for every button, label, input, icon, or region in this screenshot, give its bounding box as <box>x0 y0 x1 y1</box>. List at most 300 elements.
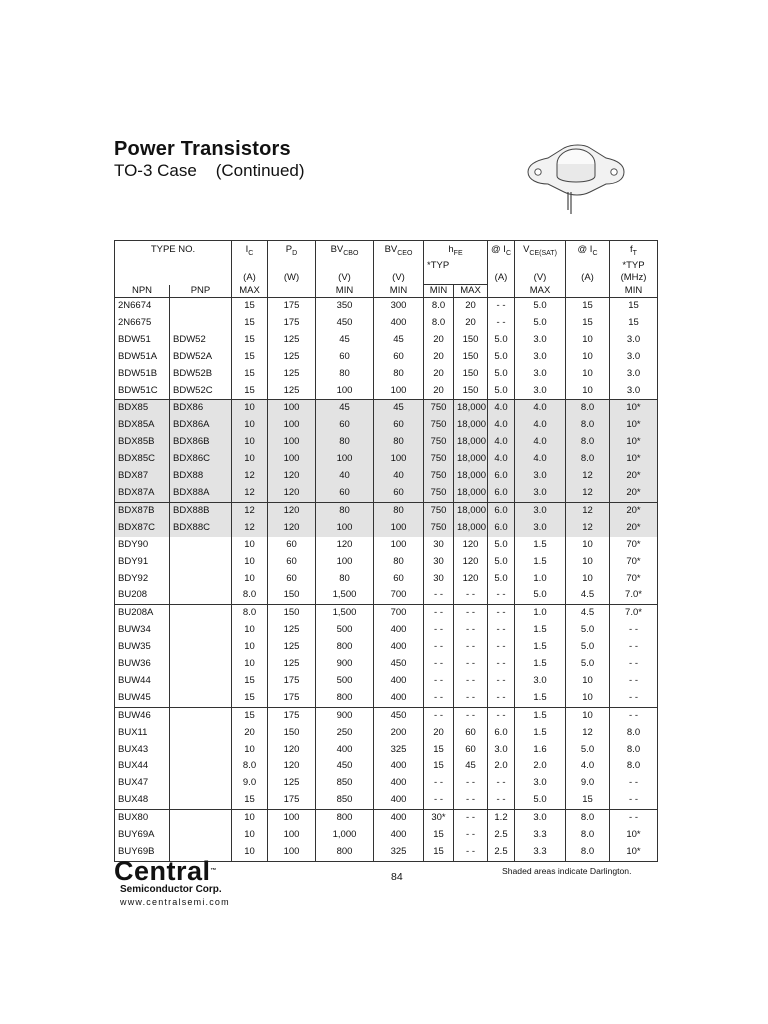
cell-vce: 1.5 <box>515 690 566 707</box>
cell-hmin: 15 <box>424 844 454 861</box>
cell-hmin: 30* <box>424 810 454 827</box>
cell-pd: 175 <box>268 315 316 332</box>
cell-ic: 15 <box>232 349 268 366</box>
cell-npn: BDX87A <box>115 485 170 502</box>
cell-npn: BDX85A <box>115 417 170 434</box>
cell-npn: BUX48 <box>115 792 170 809</box>
cell-npn: BDX87 <box>115 468 170 485</box>
cell-pd: 120 <box>268 468 316 485</box>
cell-ft: - - <box>610 656 658 673</box>
cell-pd: 175 <box>268 298 316 315</box>
cell-hmin: 20 <box>424 383 454 400</box>
cell-ft: 15 <box>610 315 658 332</box>
cell-pnp <box>170 605 232 622</box>
cell-bvceo: 40 <box>374 468 424 485</box>
cell-at-ic: 4.0 <box>488 451 515 468</box>
cell-bvceo: 60 <box>374 349 424 366</box>
page-subtitle: TO-3 Case (Continued) <box>114 161 305 180</box>
cell-hmax: 60 <box>454 725 488 742</box>
cell-pd: 120 <box>268 758 316 775</box>
cell-pd: 60 <box>268 554 316 571</box>
cell-hmax: 18,000 <box>454 451 488 468</box>
cell-hmin: - - <box>424 673 454 690</box>
cell-ic: 10 <box>232 417 268 434</box>
cell-hmin: 30 <box>424 554 454 571</box>
cell-bvcbo: 250 <box>316 725 374 742</box>
label-hfe-max: MAX <box>454 285 488 298</box>
cell-ic: 20 <box>232 725 268 742</box>
cell-vce-ic: 10 <box>566 383 610 400</box>
cell-pnp: BDX88C <box>170 520 232 537</box>
cell-bvcbo: 120 <box>316 537 374 554</box>
cell-vce: 3.0 <box>515 485 566 502</box>
cell-npn: BDW51 <box>115 332 170 349</box>
cell-hmax: 18,000 <box>454 400 488 417</box>
cell-ft: 10* <box>610 827 658 844</box>
cell-ft: - - <box>610 622 658 639</box>
cell-vce: 1.5 <box>515 656 566 673</box>
cell-pd: 125 <box>268 349 316 366</box>
cell-bvceo: 400 <box>374 673 424 690</box>
cell-pd: 150 <box>268 605 316 622</box>
cell-hmin: 15 <box>424 742 454 759</box>
cell-pnp: BDX86 <box>170 400 232 417</box>
cell-vce: 3.3 <box>515 844 566 861</box>
cell-pnp <box>170 690 232 707</box>
cell-ic: 12 <box>232 520 268 537</box>
cell-pd: 175 <box>268 673 316 690</box>
cell-pd: 150 <box>268 587 316 604</box>
cell-bvceo: 400 <box>374 315 424 332</box>
unit-vcesat: (V) <box>515 272 566 285</box>
cell-ic: 10 <box>232 537 268 554</box>
cell-bvceo: 80 <box>374 502 424 519</box>
cell-ic: 8.0 <box>232 587 268 604</box>
cell-bvceo: 400 <box>374 622 424 639</box>
cell-vce: 5.0 <box>515 792 566 809</box>
cell-hmax: 150 <box>454 383 488 400</box>
cell-ft: 3.0 <box>610 383 658 400</box>
cell-npn: BDW51B <box>115 366 170 383</box>
cell-hmax: - - <box>454 622 488 639</box>
cell-pnp <box>170 298 232 315</box>
cell-vce-ic: 12 <box>566 520 610 537</box>
table-row <box>115 417 658 434</box>
unit-at-ic: (A) <box>488 272 515 285</box>
cell-ft: 70* <box>610 571 658 588</box>
cell-pnp: BDX86A <box>170 417 232 434</box>
cell-pnp: BDW52 <box>170 332 232 349</box>
table-row <box>115 827 658 844</box>
header-ic: $I_C$ <box>232 241 268 273</box>
cell-ft: 20* <box>610 485 658 502</box>
cell-bvceo: 300 <box>374 298 424 315</box>
cell-vce-ic: 10 <box>566 707 610 724</box>
cell-at-ic: - - <box>488 639 515 656</box>
cell-pnp: BDX88A <box>170 485 232 502</box>
cell-pnp <box>170 622 232 639</box>
cell-vce-ic: 8.0 <box>566 844 610 861</box>
cell-ic: 10 <box>232 844 268 861</box>
cell-at-ic: 4.0 <box>488 417 515 434</box>
cell-vce: 4.0 <box>515 434 566 451</box>
cell-bvceo: 325 <box>374 844 424 861</box>
cell-vce-ic: 12 <box>566 485 610 502</box>
cell-bvcbo: 45 <box>316 400 374 417</box>
cell-npn: 2N6675 <box>115 315 170 332</box>
cell-bvcbo: 80 <box>316 434 374 451</box>
cell-bvcbo: 800 <box>316 639 374 656</box>
cell-pd: 60 <box>268 571 316 588</box>
cell-hmax: - - <box>454 810 488 827</box>
cell-bvceo: 100 <box>374 520 424 537</box>
cell-at-ic: 5.0 <box>488 366 515 383</box>
cell-pd: 100 <box>268 810 316 827</box>
cell-npn: BUW35 <box>115 639 170 656</box>
cell-vce-ic: 10 <box>566 366 610 383</box>
cell-vce: 3.0 <box>515 332 566 349</box>
cell-vce-ic: 15 <box>566 792 610 809</box>
cell-ic: 8.0 <box>232 758 268 775</box>
cell-pnp <box>170 639 232 656</box>
cell-vce: 2.0 <box>515 758 566 775</box>
cell-bvcbo: 80 <box>316 571 374 588</box>
cell-npn: BUX47 <box>115 775 170 792</box>
cell-npn: BDW51A <box>115 349 170 366</box>
cell-at-ic: - - <box>488 605 515 622</box>
cell-vce-ic: 8.0 <box>566 400 610 417</box>
cell-ic: 15 <box>232 673 268 690</box>
cell-hmax: 150 <box>454 349 488 366</box>
cell-bvceo: 60 <box>374 571 424 588</box>
cell-hmin: 20 <box>424 349 454 366</box>
cell-ic: 10 <box>232 742 268 759</box>
cell-ft: - - <box>610 775 658 792</box>
cell-vce-ic: 15 <box>566 315 610 332</box>
cell-ft: 20* <box>610 502 658 519</box>
cell-hmax: 60 <box>454 742 488 759</box>
cell-ic: 15 <box>232 315 268 332</box>
cell-vce: 4.0 <box>515 400 566 417</box>
cell-hmin: 750 <box>424 434 454 451</box>
cell-npn: BUW46 <box>115 707 170 724</box>
cell-pnp <box>170 775 232 792</box>
cell-hmin: - - <box>424 775 454 792</box>
cell-ft: 8.0 <box>610 758 658 775</box>
cell-vce: 3.0 <box>515 775 566 792</box>
cell-vce: 5.0 <box>515 587 566 604</box>
cell-vce-ic: 8.0 <box>566 827 610 844</box>
label-bvcbo-min: MIN <box>316 285 374 298</box>
cell-pd: 120 <box>268 520 316 537</box>
table-row <box>115 673 658 690</box>
cell-vce-ic: 8.0 <box>566 810 610 827</box>
cell-pnp <box>170 571 232 588</box>
header-ft: $f_T$ *TYP <box>610 241 658 273</box>
unit-ic: (A) <box>232 272 268 285</box>
cell-at-ic: 6.0 <box>488 468 515 485</box>
cell-ic: 15 <box>232 332 268 349</box>
cell-hmin: - - <box>424 605 454 622</box>
cell-hmin: 750 <box>424 520 454 537</box>
table-row <box>115 400 658 417</box>
table-row <box>115 639 658 656</box>
cell-pnp: BDX88 <box>170 468 232 485</box>
cell-ft: 7.0* <box>610 605 658 622</box>
cell-vce: 1.5 <box>515 554 566 571</box>
cell-hmax: - - <box>454 605 488 622</box>
cell-at-ic: 5.0 <box>488 554 515 571</box>
cell-hmax: 18,000 <box>454 502 488 519</box>
cell-vce: 3.0 <box>515 366 566 383</box>
cell-ic: 15 <box>232 298 268 315</box>
cell-vce: 1.0 <box>515 605 566 622</box>
cell-bvceo: 400 <box>374 810 424 827</box>
cell-bvcbo: 1,500 <box>316 605 374 622</box>
cell-vce: 1.5 <box>515 707 566 724</box>
table-row <box>115 520 658 537</box>
header-hfe: $h_{FE}$ *TYP <box>424 241 488 273</box>
cell-pd: 175 <box>268 707 316 724</box>
cell-hmax: 18,000 <box>454 485 488 502</box>
cell-pd: 100 <box>268 434 316 451</box>
cell-ic: 10 <box>232 810 268 827</box>
cell-pnp <box>170 810 232 827</box>
cell-hmax: 120 <box>454 571 488 588</box>
cell-at-ic: 2.0 <box>488 758 515 775</box>
cell-bvceo: 80 <box>374 554 424 571</box>
cell-bvcbo: 100 <box>316 451 374 468</box>
table-row <box>115 502 658 519</box>
cell-at-ic: 5.0 <box>488 332 515 349</box>
cell-ft: - - <box>610 707 658 724</box>
cell-hmin: - - <box>424 656 454 673</box>
cell-hmin: 750 <box>424 451 454 468</box>
cell-hmin: - - <box>424 707 454 724</box>
cell-vce-ic: 10 <box>566 673 610 690</box>
cell-ft: 20* <box>610 468 658 485</box>
cell-hmax: - - <box>454 707 488 724</box>
cell-vce-ic: 9.0 <box>566 775 610 792</box>
cell-vce-ic: 8.0 <box>566 417 610 434</box>
cell-hmin: 750 <box>424 468 454 485</box>
cell-hmax: 120 <box>454 554 488 571</box>
cell-hmax: 18,000 <box>454 434 488 451</box>
cell-at-ic: 3.0 <box>488 742 515 759</box>
cell-npn: BDX85B <box>115 434 170 451</box>
cell-hmin: 750 <box>424 417 454 434</box>
cell-pnp <box>170 707 232 724</box>
table-row <box>115 451 658 468</box>
cell-at-ic: 6.0 <box>488 485 515 502</box>
cell-vce-ic: 8.0 <box>566 451 610 468</box>
cell-ft: 20* <box>610 520 658 537</box>
cell-hmin: - - <box>424 587 454 604</box>
cell-vce-ic: 10 <box>566 349 610 366</box>
cell-hmin: 20 <box>424 366 454 383</box>
cell-hmin: 15 <box>424 827 454 844</box>
cell-pd: 100 <box>268 417 316 434</box>
cell-bvcbo: 60 <box>316 417 374 434</box>
cell-bvceo: 100 <box>374 383 424 400</box>
cell-bvcbo: 45 <box>316 332 374 349</box>
cell-npn: BDX87B <box>115 502 170 519</box>
cell-ic: 10 <box>232 622 268 639</box>
cell-npn: BDY90 <box>115 537 170 554</box>
cell-vce: 3.0 <box>515 502 566 519</box>
cell-at-ic: 2.5 <box>488 827 515 844</box>
cell-ic: 10 <box>232 554 268 571</box>
unit-vce-ic: (A) <box>566 272 610 285</box>
cell-hmin: 30 <box>424 571 454 588</box>
cell-ic: 10 <box>232 656 268 673</box>
cell-vce: 1.6 <box>515 742 566 759</box>
cell-bvcbo: 800 <box>316 690 374 707</box>
cell-bvceo: 45 <box>374 332 424 349</box>
label-bvceo-min: MIN <box>374 285 424 298</box>
cell-at-ic: 1.2 <box>488 810 515 827</box>
cell-at-ic: - - <box>488 673 515 690</box>
cell-npn: BUW44 <box>115 673 170 690</box>
cell-bvceo: 400 <box>374 775 424 792</box>
table-row <box>115 656 658 673</box>
table-row <box>115 725 658 742</box>
cell-bvcbo: 100 <box>316 520 374 537</box>
cell-pd: 175 <box>268 792 316 809</box>
cell-bvcbo: 800 <box>316 844 374 861</box>
cell-bvceo: 325 <box>374 742 424 759</box>
cell-ft: 70* <box>610 537 658 554</box>
cell-hmin: - - <box>424 622 454 639</box>
cell-bvcbo: 1,000 <box>316 827 374 844</box>
cell-vce: 1.5 <box>515 639 566 656</box>
cell-vce: 1.5 <box>515 622 566 639</box>
cell-at-ic: - - <box>488 775 515 792</box>
cell-vce-ic: 10 <box>566 690 610 707</box>
cell-bvcbo: 60 <box>316 349 374 366</box>
cell-bvceo: 400 <box>374 639 424 656</box>
table-row <box>115 366 658 383</box>
cell-pnp <box>170 587 232 604</box>
cell-pnp <box>170 758 232 775</box>
cell-npn: BUX44 <box>115 758 170 775</box>
cell-pnp: BDX86B <box>170 434 232 451</box>
cell-hmax: - - <box>454 792 488 809</box>
cell-bvceo: 60 <box>374 417 424 434</box>
cell-ic: 12 <box>232 468 268 485</box>
cell-pd: 60 <box>268 537 316 554</box>
cell-ft: 10* <box>610 451 658 468</box>
cell-ic: 10 <box>232 639 268 656</box>
cell-pnp: BDW52C <box>170 383 232 400</box>
cell-pd: 125 <box>268 656 316 673</box>
cell-bvceo: 450 <box>374 656 424 673</box>
cell-hmin: - - <box>424 792 454 809</box>
central-logo: Central™ Semiconductor Corp. <box>114 856 222 895</box>
unit-bvceo: (V) <box>374 272 424 285</box>
cell-hmax: - - <box>454 827 488 844</box>
cell-hmin: 750 <box>424 485 454 502</box>
cell-pnp <box>170 554 232 571</box>
cell-ic: 15 <box>232 383 268 400</box>
table-body <box>115 298 658 862</box>
cell-bvcbo: 450 <box>316 315 374 332</box>
cell-hmin: 30 <box>424 537 454 554</box>
unit-ft: (MHz) <box>610 272 658 285</box>
cell-ft: 10* <box>610 417 658 434</box>
cell-ft: 10* <box>610 844 658 861</box>
label-vcesat-max: MAX <box>515 285 566 298</box>
page-title: Power Transistors <box>114 138 291 160</box>
cell-pd: 120 <box>268 485 316 502</box>
cell-ft: - - <box>610 810 658 827</box>
cell-ft: 3.0 <box>610 332 658 349</box>
cell-hmin: 750 <box>424 502 454 519</box>
cell-pd: 125 <box>268 383 316 400</box>
cell-hmax: - - <box>454 587 488 604</box>
cell-npn: BU208 <box>115 587 170 604</box>
cell-vce-ic: 10 <box>566 537 610 554</box>
cell-hmax: 20 <box>454 315 488 332</box>
cell-bvcbo: 1,500 <box>316 587 374 604</box>
cell-npn: BUX43 <box>115 742 170 759</box>
table-row <box>115 315 658 332</box>
cell-bvceo: 200 <box>374 725 424 742</box>
cell-bvceo: 45 <box>374 400 424 417</box>
cell-at-ic: - - <box>488 622 515 639</box>
cell-vce-ic: 12 <box>566 725 610 742</box>
cell-bvcbo: 40 <box>316 468 374 485</box>
cell-ft: 15 <box>610 298 658 315</box>
table-row <box>115 485 658 502</box>
cell-npn: BDX85C <box>115 451 170 468</box>
table-row <box>115 332 658 349</box>
cell-bvceo: 100 <box>374 537 424 554</box>
cell-vce-ic: 10 <box>566 554 610 571</box>
cell-vce: 5.0 <box>515 298 566 315</box>
header-vcesat: $V_{CE(SAT)}$ <box>515 241 566 273</box>
cell-at-ic: 4.0 <box>488 434 515 451</box>
cell-vce-ic: 8.0 <box>566 434 610 451</box>
cell-at-ic: 6.0 <box>488 502 515 519</box>
cell-bvceo: 700 <box>374 587 424 604</box>
cell-ft: - - <box>610 792 658 809</box>
cell-bvceo: 400 <box>374 827 424 844</box>
cell-npn: BDW51C <box>115 383 170 400</box>
table-row <box>115 587 658 604</box>
cell-bvceo: 100 <box>374 451 424 468</box>
cell-ft: 3.0 <box>610 366 658 383</box>
cell-hmin: 750 <box>424 400 454 417</box>
cell-ic: 10 <box>232 827 268 844</box>
cell-bvcbo: 900 <box>316 656 374 673</box>
cell-vce-ic: 5.0 <box>566 639 610 656</box>
cell-bvcbo: 60 <box>316 485 374 502</box>
cell-bvceo: 450 <box>374 707 424 724</box>
cell-vce-ic: 10 <box>566 332 610 349</box>
header-bvceo: $BV_{CEO}$ <box>374 241 424 273</box>
cell-at-ic: - - <box>488 707 515 724</box>
cell-ic: 10 <box>232 571 268 588</box>
cell-hmax: 18,000 <box>454 520 488 537</box>
cell-at-ic: - - <box>488 587 515 604</box>
cell-ft: - - <box>610 639 658 656</box>
unit-bvcbo: (V) <box>316 272 374 285</box>
cell-npn: BUX11 <box>115 725 170 742</box>
cell-ft: 10* <box>610 400 658 417</box>
cell-npn: BDY92 <box>115 571 170 588</box>
cell-bvceo: 80 <box>374 366 424 383</box>
